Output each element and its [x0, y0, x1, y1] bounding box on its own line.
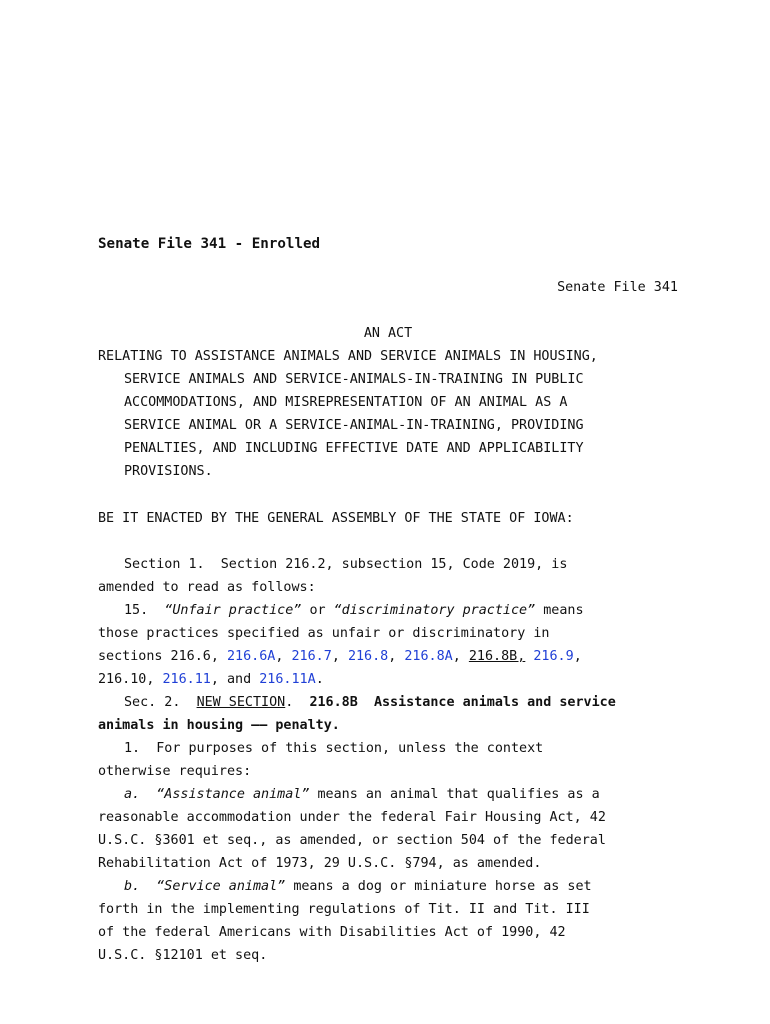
link-216-11[interactable]: 216.11 — [162, 672, 211, 687]
section-title-b: animals in housing —— penalty. — [98, 718, 340, 733]
section-code: 216.8B — [309, 695, 358, 710]
def-b-text: means a dog or miniature horse as set — [293, 879, 592, 894]
term-discriminatory-practice: “discriminatory practice” — [333, 603, 536, 618]
relating-line-4: SERVICE ANIMAL OR A SERVICE-ANIMAL-IN-TRAINING, PROVIDING — [124, 418, 584, 433]
sections-list-line: sections 216.6, 216.6A, 216.7, 216.8, 216.8A, 216.8B, 216.9, — [98, 649, 582, 664]
relating-line-2: SERVICE ANIMALS AND SERVICE-ANIMALS-IN-TRAINING IN PUBLIC — [124, 372, 584, 387]
relating-line-6: PROVISIONS. — [124, 464, 213, 479]
section-title-a: Assistance animals and service — [373, 695, 616, 710]
relating-line-3: ACCOMMODATIONS, AND MISREPRESENTATION OF AN ANIMAL AS A — [124, 395, 568, 410]
section1-line-4: those practices specified as unfair or discriminatory in — [98, 626, 550, 641]
sections-list-line-2: 216.10, 216.11, and 216.11A. — [98, 672, 324, 687]
and-word: and — [227, 672, 252, 687]
document-title: Senate File 341 - Enrolled — [98, 236, 321, 252]
term-service-animal: “Service animal” — [156, 879, 286, 894]
section1-line-1: Section 1. Section 216.2, subsection 15, Code 2019, is — [124, 557, 568, 572]
link-216-11A[interactable]: 216.11A — [259, 672, 316, 687]
inserted-216-8B: 216.8B, — [468, 649, 526, 664]
sections-prefix: sections 216.6, — [98, 649, 219, 664]
def-a-label: a. — [124, 787, 141, 802]
enacting-clause: BE IT ENACTED BY THE GENERAL ASSEMBLY OF THE STATE OF IOWA: — [98, 511, 574, 526]
def-b-label: b. — [124, 879, 141, 894]
means-word: means — [543, 603, 584, 618]
def-b-line-1 — [124, 877, 592, 897]
para1-line-2: otherwise requires: — [98, 764, 252, 779]
def-a-line-3: U.S.C. §3601 et seq., as amended, or section 504 of the federal — [98, 833, 606, 848]
section2-heading-line: Sec. 2. NEW SECTION. 216.8B Assistance animals and service — [124, 695, 616, 710]
or-word: or — [309, 603, 326, 618]
def-a-line-4: Rehabilitation Act of 1973, 29 U.S.C. §794, as amended. — [98, 856, 542, 871]
sections-prefix-2: 216.10, — [98, 672, 155, 687]
relating-line-5: PENALTIES, AND INCLUDING EFFECTIVE DATE AND APPLICABILITY — [124, 441, 584, 456]
term-assistance-animal: “Assistance animal” — [156, 787, 310, 802]
link-216-8[interactable]: 216.8 — [347, 649, 389, 664]
subsection-number: 15. — [124, 603, 149, 618]
def-a-line-1 — [124, 785, 600, 805]
sec2-label: Sec. 2. — [124, 695, 181, 710]
def-b-line-4: U.S.C. §12101 et seq. — [98, 948, 268, 963]
term-unfair-practice: “Unfair practice” — [164, 603, 302, 618]
def-b-line-3: of the federal Americans with Disabilities Act of 1990, 42 — [98, 925, 566, 940]
section1-line-2: amended to read as follows: — [98, 580, 316, 595]
link-216-9[interactable]: 216.9 — [533, 649, 574, 664]
def-b-line-2: forth in the implementing regulations of Tit. II and Tit. III — [98, 902, 590, 917]
act-heading: AN ACT — [363, 326, 413, 341]
def-a-line-2: reasonable accommodation under the federal Fair Housing Act, 42 — [98, 810, 606, 825]
def-a-text: means an animal that qualifies as a — [317, 787, 600, 802]
relating-line-1: RELATING TO ASSISTANCE ANIMALS AND SERVICE ANIMALS IN HOUSING, — [98, 349, 598, 364]
link-216-7[interactable]: 216.7 — [291, 649, 332, 664]
section1-definition-line — [124, 601, 584, 621]
file-label: Senate File 341 — [557, 280, 678, 295]
para1-line-1: 1. For purposes of this section, unless the context — [124, 741, 544, 756]
new-section-label: NEW SECTION — [196, 695, 286, 710]
link-216-6A[interactable]: 216.6A — [227, 649, 276, 664]
link-216-8A[interactable]: 216.8A — [404, 649, 453, 664]
